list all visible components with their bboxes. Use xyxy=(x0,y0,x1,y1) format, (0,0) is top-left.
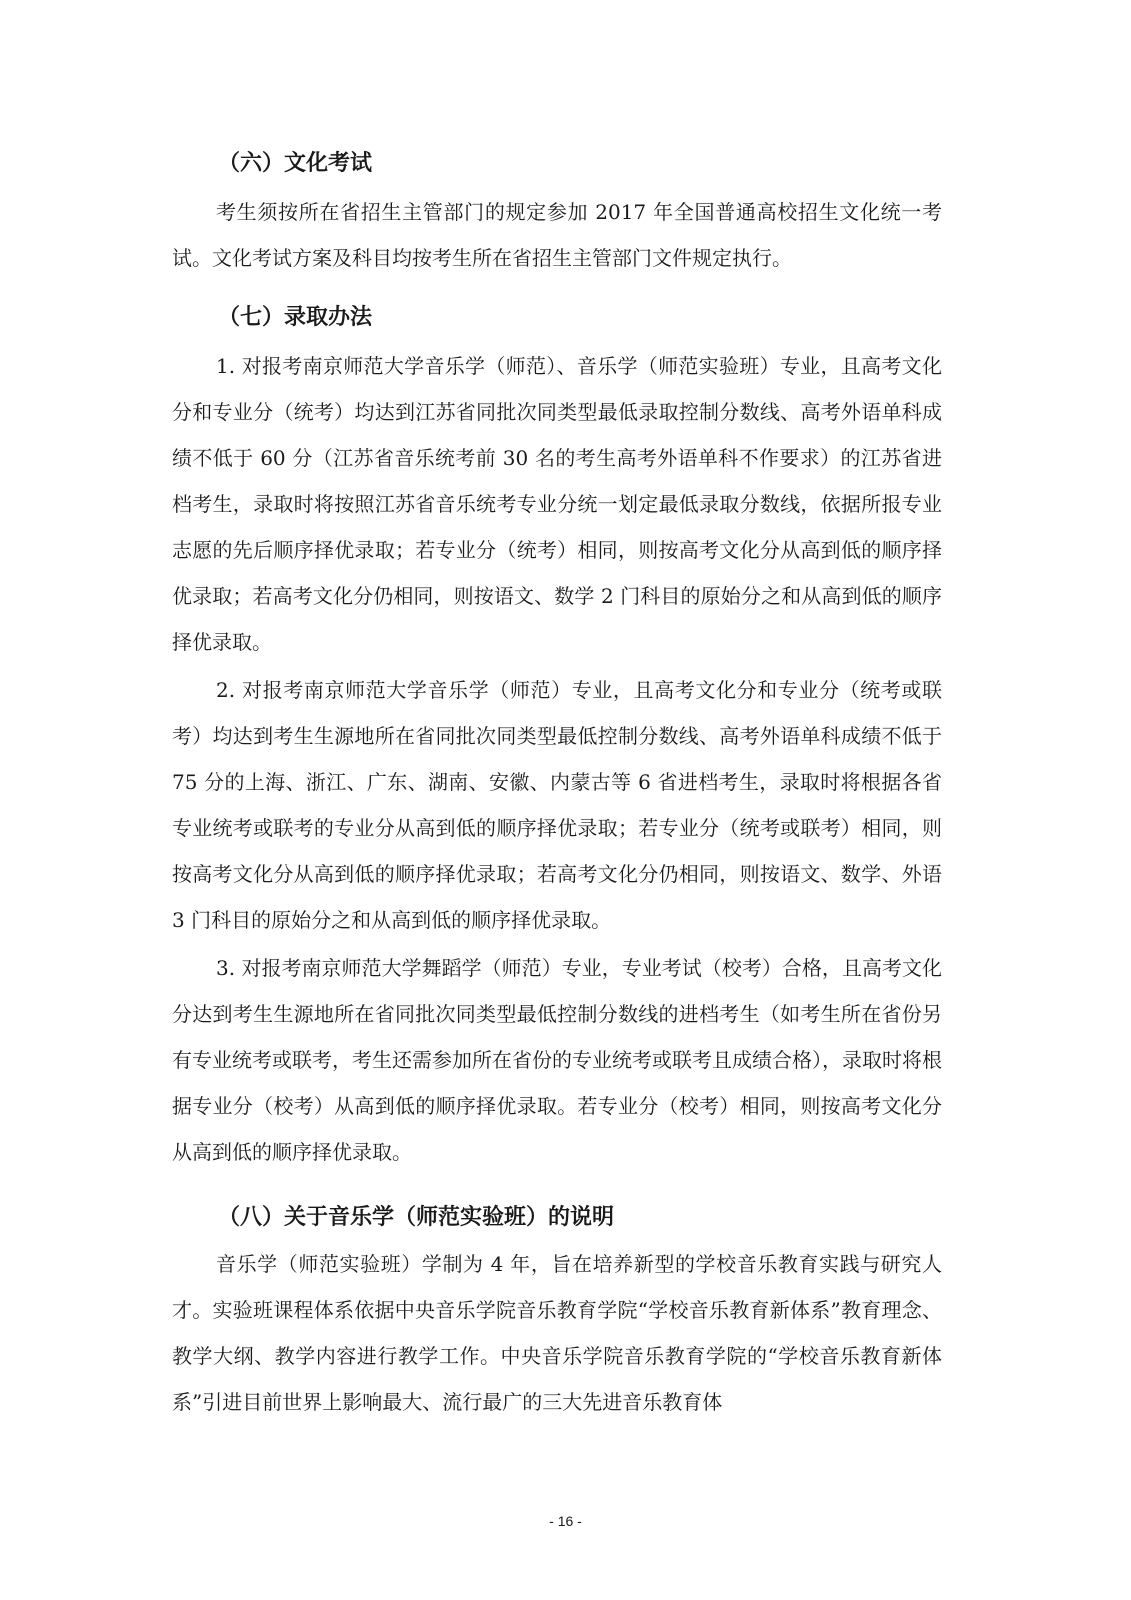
paragraph-admission-rule-3: 3. 对报考南京师范大学舞蹈学（师范）专业，专业考试（校考）合格，且高考文化分达到考生生源地所在省同批次同类型最低控制分数线的进档考生（如考生所在省份另有专业统考或联考，考生还需参加所在省份的专业统考或联考且成绩合格），录取时将根据专业分（校考）从高到低的顺序择优录取。若专业分（校考）相同，则按高考文化分从高到低的顺序择优录取。 xyxy=(172,956,942,1164)
paragraph-culture-exam: 考生须按所在省招生主管部门的规定参加 2017 年全国普通高校招生文化统一考试。文化考试方案及科目均按考生所在省招生主管部门文件规定执行。 xyxy=(172,200,942,270)
section-heading-experimental-class: （八）关于音乐学（师范实验班）的说明 xyxy=(218,1205,615,1230)
paragraph-admission-rule-2: 2. 对报考南京师范大学音乐学（师范）专业，且高考文化分和专业分（统考或联考）均达到考生生源地所在省同批次同类型最低控制分数线、高考外语单科成绩不低于 75 分的上海、浙江、广东、湖南、安徽、内蒙古等 6 省进档考生，录取时将根据各省专业统考或联考的专业分从高到低的顺序择优录取；若专业分（统考或联考）相同，则按高考文化分从高到低的顺序择优录取；若高考文化分仍相同，则按语文、数学、外语 3 门科目的原始分之和从高到低的顺序择优录取。 xyxy=(172,678,942,932)
section-heading-culture-exam: （六）文化考试 xyxy=(218,151,373,176)
page-number: - 16 - xyxy=(549,1513,582,1529)
paragraph-experimental-class: 音乐学（师范实验班）学制为 4 年，旨在培养新型的学校音乐教育实践与研究人才。实验班课程体系依据中央音乐学院音乐教育学院“学校音乐教育新体系”教育理念、教学大纲、教学内容进行教学工作。中央音乐学院音乐教育学院的“学校音乐教育新体系”引进目前世界上影响最大、流行最广的三大先进音乐教育体 xyxy=(172,1252,942,1414)
section-heading-admission-method: （七）录取办法 xyxy=(218,305,373,330)
paragraph-admission-rule-1: 1. 对报考南京师范大学音乐学（师范）、音乐学（师范实验班）专业，且高考文化分和专业分（统考）均达到江苏省同批次同类型最低录取控制分数线、高考外语单科成绩不低于 60 分（江苏省音乐统考前 30 名的考生高考外语单科不作要求）的江苏省进档考生，录取时将按照江苏省音乐统考专业分统一划定最低录取分数线，依据所报专业志愿的先后顺序择优录取；若专业分（统考）相同，则按高考文化分从高到低的顺序择优录取；若高考文化分仍相同，则按语文、数学 2 门科目的原始分之和从高到低的顺序择优录取。 xyxy=(172,354,942,654)
